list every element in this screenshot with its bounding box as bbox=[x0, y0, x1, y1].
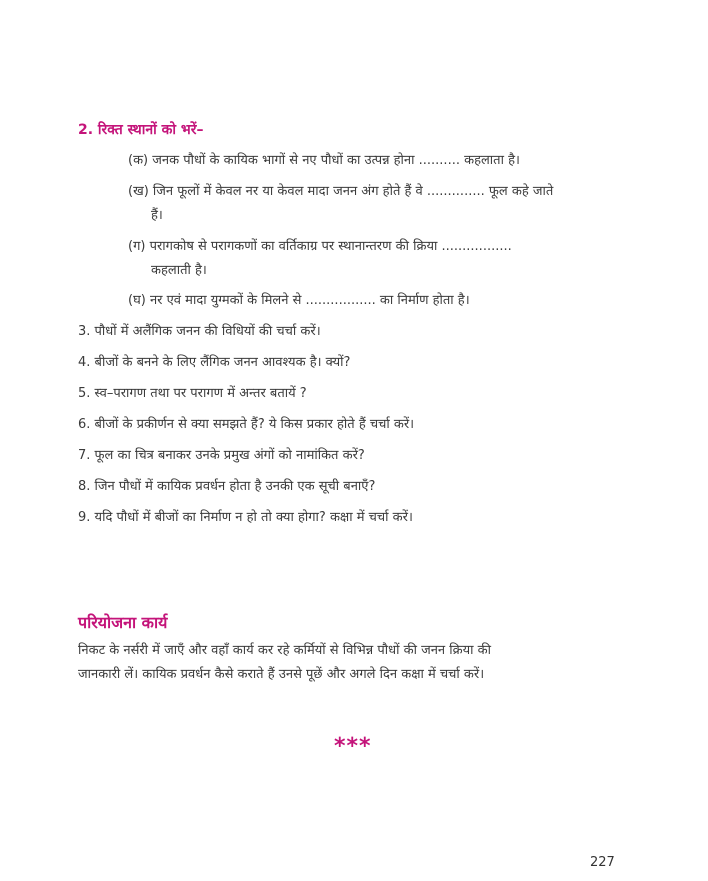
question-6: 6. बीजों के प्रकीर्णन से क्या समझते हैं? ये किस प्रकार होते हैं चर्चा करें। bbox=[78, 417, 415, 432]
section-2-heading: 2. रिक्त स्थानों को भरें– bbox=[78, 122, 204, 138]
project-text-line2: जानकारी लें। कायिक प्रवर्धन कैसे कराते हैं उनसे पूछें और अगले दिन कक्षा में चर्चा करें। bbox=[78, 667, 485, 682]
fill-blank-kha-line2: हैं। bbox=[151, 208, 163, 223]
project-text-line1: निकट के नर्सरी में जाएँ और वहाँ कार्य कर रहे कर्मियों से विभिन्न पौधों की जनन क्रिया की bbox=[78, 643, 492, 658]
question-3: 3. पौधों में अलैंगिक जनन की विधियों की चर्चा करें। bbox=[78, 324, 321, 339]
question-8: 8. जिन पौधों में कायिक प्रवर्धन होता है उनकी एक सूची बनाएँ? bbox=[78, 479, 376, 494]
fill-blank-ga-line1: (ग) परागकोष से परागकणों का वर्तिकाग्र पर स्थानान्तरण की क्रिया ................. bbox=[128, 239, 512, 254]
question-5: 5. स्व–परागण तथा पर परागण में अन्तर बतायें ? bbox=[78, 386, 307, 401]
question-4: 4. बीजों के बनने के लिए लैंगिक जनन आवश्यक है। क्यों? bbox=[78, 355, 351, 370]
fill-blank-ga-line2: कहलाती है। bbox=[151, 263, 207, 278]
project-heading: परियोजना कार्य bbox=[78, 613, 168, 632]
question-9: 9. यदि पौधों में बीजों का निर्माण न हो तो क्या होगा? कक्षा में चर्चा करें। bbox=[78, 510, 413, 525]
fill-blank-gha: (घ) नर एवं मादा युग्मकों के मिलने से ................. का निर्माण होता है। bbox=[128, 293, 470, 308]
question-7: 7. फूल का चित्र बनाकर उनके प्रमुख अंगों को नामांकित करें? bbox=[78, 448, 365, 463]
section-separator-stars: *** bbox=[334, 734, 372, 759]
page-number: 227 bbox=[590, 855, 615, 870]
fill-blank-kha-line1: (ख) जिन फूलों में केवल नर या केवल मादा जनन अंग होते हैं वे .............. फूल कहे जाते bbox=[128, 184, 554, 199]
fill-blank-ka: (क) जनक पौधों के कायिक भागों से नए पौधों का उत्पन्न होना .......... कहलाता है। bbox=[128, 153, 520, 168]
